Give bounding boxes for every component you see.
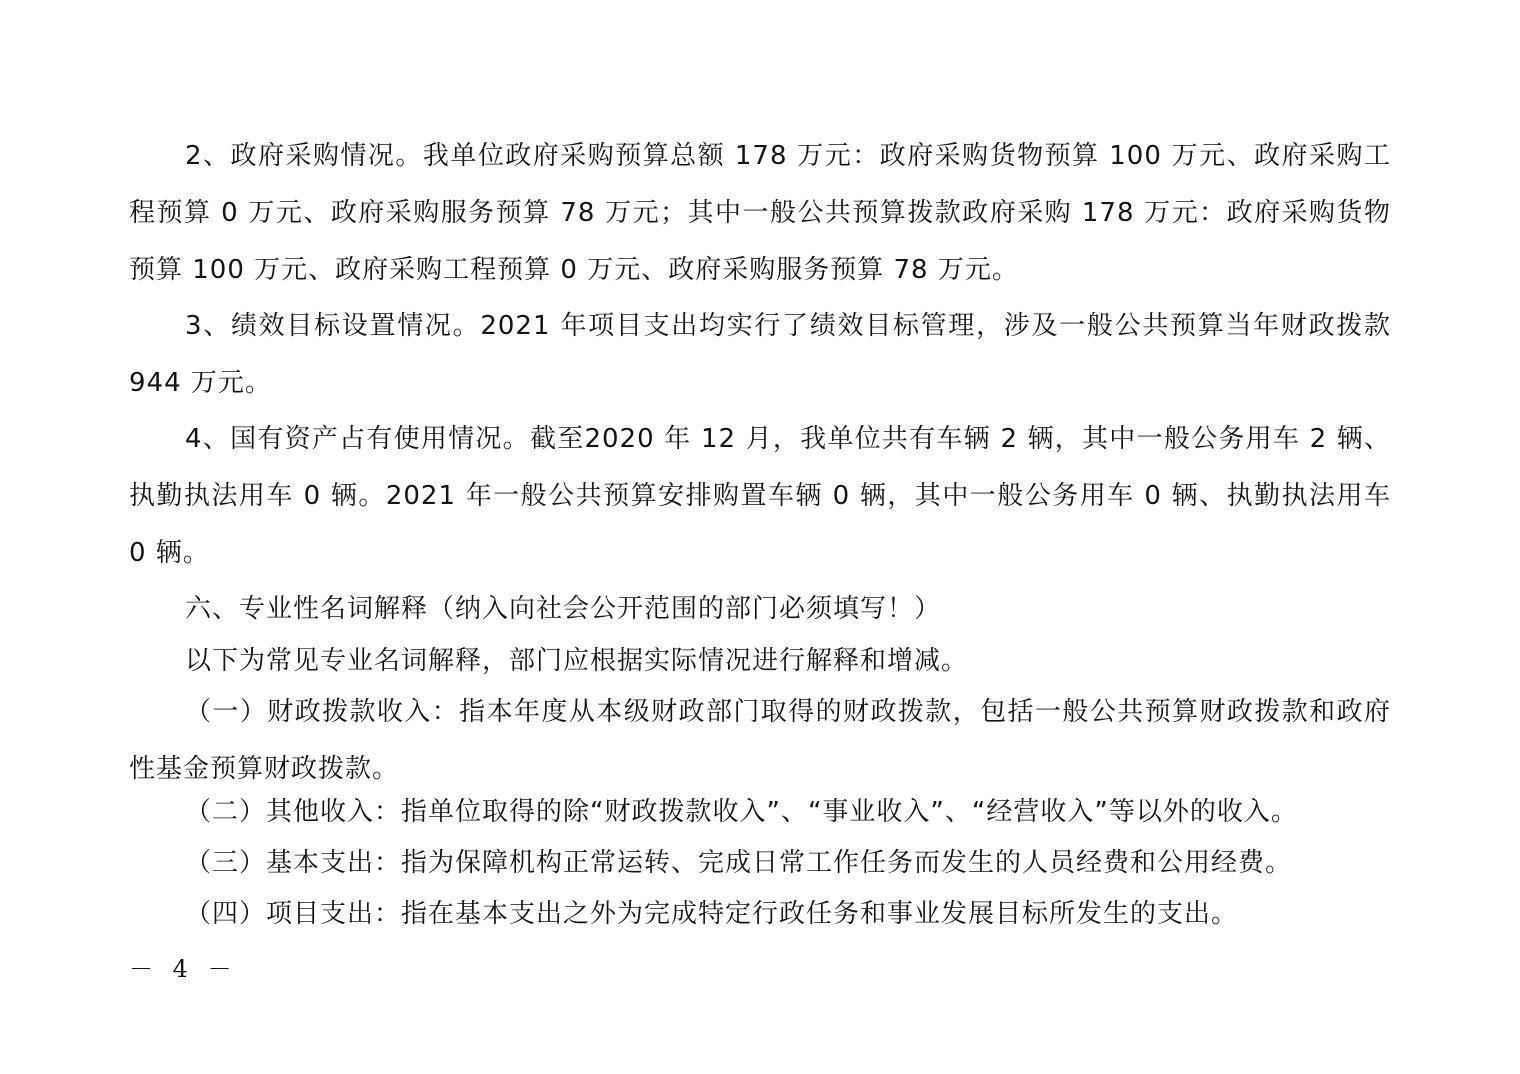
page-number: － 4 － [129,955,238,983]
paragraph-government-procurement: 2、政府采购情况。我单位政府采购预算总额 178 万元：政府采购货物预算 100 万元、政府采购工程预算 0 万元、政府采购服务预算 78 万元；其中一般公共预算拨款政府采购 178 万元：政府采购货物预算 100 万元、政府采购工程预算 0 万元、政府采购服务预算 78 万元。 [129,141,1391,285]
term-fiscal-appropriation-income: （一）财政拨款收入：指本年度从本级财政部门取得的财政拨款，包括一般公共预算财政拨款和政府性基金预算财政拨款。 [129,697,1391,784]
paragraph-state-assets: 4、国有资产占有使用情况。截至2020 年 12 月，我单位共有车辆 2 辆，其中一般公务用车 2 辆、执勤执法用车 0 辆。2021 年一般公共预算安排购置车辆 0 辆，其中一般公务用车 0 辆、执勤执法用车 0 辆。 [129,424,1391,568]
term-project-expenditure: （四）项目支出：指在基本支出之外为完成特定行政任务和事业发展目标所发生的支出。 [185,899,1239,929]
term-basic-expenditure: （三）基本支出：指为保障机构正常运转、完成日常工作任务而发生的人员经费和公用经费。 [185,848,1293,878]
section-heading-terms: 六、专业性名词解释（纳入向社会公开范围的部门必须填写！） [185,594,942,624]
terms-intro: 以下为常见专业名词解释，部门应根据实际情况进行解释和增减。 [185,646,969,676]
term-other-income: （二）其他收入：指单位取得的除“财政拨款收入”、“事业收入”、“经营收入”等以外的收入。 [185,797,1298,827]
paragraph-performance-targets: 3、绩效目标设置情况。2021 年项目支出均实行了绩效目标管理，涉及一般公共预算当年财政拨款 944 万元。 [129,311,1391,398]
